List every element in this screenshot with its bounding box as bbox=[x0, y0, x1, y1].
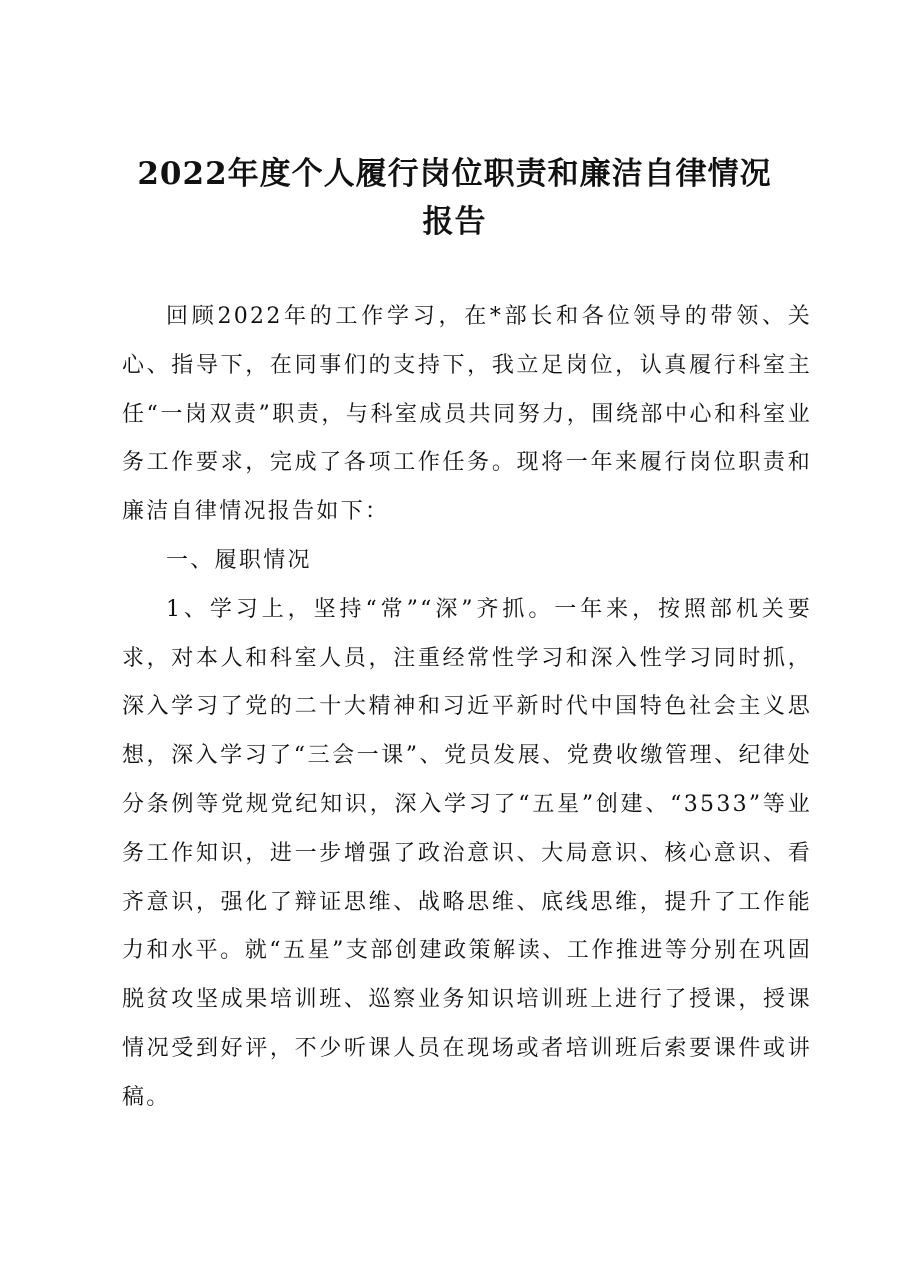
document-title bbox=[110, 150, 799, 246]
document-body bbox=[122, 293, 812, 1123]
document-title-line-2: 报告 bbox=[422, 204, 487, 240]
document-title-line-1: 2022年度个人履行岗位职责和廉洁自律情况 bbox=[137, 156, 772, 192]
section-heading: 一、履职情况 bbox=[166, 547, 312, 573]
study-paragraph: 1、学习上，坚持“常”“深”齐抓。一年来，按照部机关要求，对本人和科室人员，注重经常性学习和深入性学习同时抓，深入学习了党的二十大精神和习近平新时代中国特色社会主义思想，深入学习了“三会一课”、党员发展、党费收缴管理、纪律处分条例等党规党纪知识，深入学习了“五星”创建、“3533”等业务工作知识，进一步增强了政治意识、大局意识、核心意识、看齐意识，强化了辩证思维、战略思维、底线思维，提升了工作能力和水平。就“五星”支部创建政策解读、工作推进等分别在巩固脱贫攻坚成果培训班、巡察业务知识培训班上进行了授课，授课情况受到好评，不少听课人员在现场或者培训班后索要课件或讲稿。 bbox=[122, 596, 812, 1110]
intro-paragraph: 回顾2022年的工作学习，在*部长和各位领导的带领、关心、指导下，在同事们的支持下，我立足岗位，认真履行科室主任“一岗双责”职责，与科室成员共同努力，围绕部中心和科室业务工作要求，完成了各项工作任务。现将一年来履行岗位职责和廉洁自律情况报告如下： bbox=[122, 304, 812, 525]
